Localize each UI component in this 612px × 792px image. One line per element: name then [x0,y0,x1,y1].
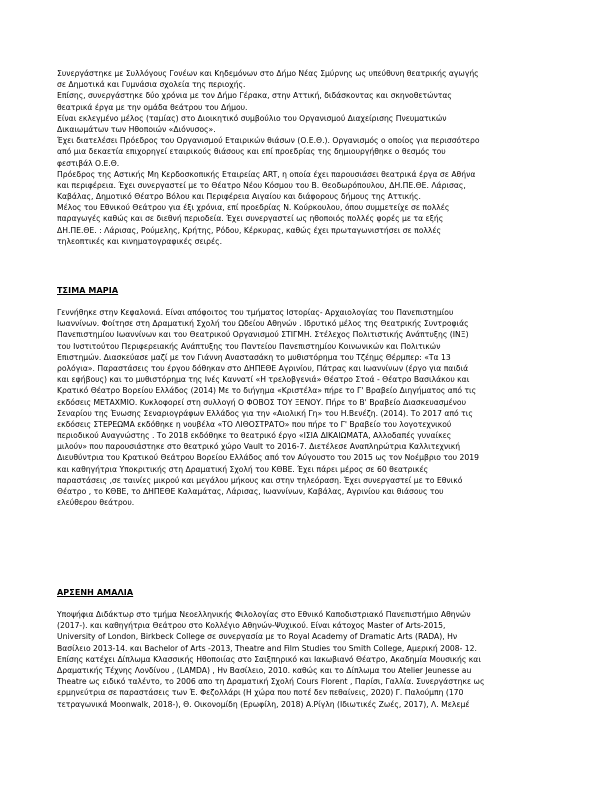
text-line: και εφήβους) και το μυθιστόρημα της Ινές Καννατί «Η τρελοβγενιά» Θέατρο Στοά - Θέατρο Βασιλάκου και [57,375,470,385]
text-line: ρολόγια». Παραστάσεις του έργου δόθηκαν στο ΔΗΠΕΘΕ Αγρινίου, Πάτρας και Ιωαννίνων (έργο για παιδιά [57,363,469,373]
section-heading-tsima-maria: ΤΣΙΜΑ ΜΑΡΙΑ [57,286,119,295]
text-line: από μια δεκαετία επιχορηγεί εταιρικούς θιάσους και επί προεδρίας της δημιουργήθηκε ο θεσμός του [57,147,446,157]
section-heading-arseni-amalia: ΑΡΣΕΝΗ ΑΜΑΛΙΑ [57,588,134,597]
text-line: τετραγωνικά Moonwalk, 2018-), Θ. Οικονομίδη (Ερωφίλη, 2018) Α.Ρίγλη (Ιδιωτικές Ζωές, 2017), Λ. Μελεμέ [57,699,470,709]
text-line: Μέλος του Εθνικού Θεάτρου για έξι χρόνια, επί προεδρίας Ν. Κούρκουλου, όπου συμμετείχε σε πολλές [57,203,450,213]
text-line: Theatre ως ειδικό ταλέντο, το 2006 απο τη Δραματική Σχολή Cours Florent , Παρίσι, Γαλλία. Συνεργάστηκε ως [57,677,485,687]
text-line: Καβάλας, Δημοτικό Θέατρο Βόλου και Περιφέρεια Αιγαίου και διάφορους δήμους της Αττικής. [57,192,421,202]
section-body-tsima-maria [57,307,557,508]
text-line: Ιωαννίνων. Φοίτησε στη Δραματική Σχολή του Ωδείου Αθηνών . Ιδρυτικό μέλος της Θεατρικής Συντροφιάς [57,319,469,329]
text-line: παραστάσεις ,σε ταινίες μικρού και μεγάλου μήκους και στην τηλεόραση. Έχει συνεργαστεί με το Εθνικό [57,475,463,485]
text-line: Είναι εκλεγμένο μέλος (ταμίας) στο Διοικητικό συμβούλιο του Οργανισμού Διαχείρισης Πνευματικών [57,113,447,123]
text-line: Κρατικό Θέατρο Βορείου Ελλάδος (2014) Με το διήγημα «Κριστέλα» πήρε το Γ' Βραβείο Διηγήματος από τις [57,386,477,396]
text-line: και περιφέρεια. Έχει συνεργαστεί με το Θέατρο Νέου Κόσμου του Β. Θεοδωρόπουλου, ΔΗ.ΠΕ.ΘΕ. Λάρισας, [57,180,466,190]
text-line: Πανεπιστημίου Ιωαννίνων και του Θεατρικού Οργανισμού ΣΤΙΓΜΗ. Στέλεχος Πολιτιστικής Ανάπτυξης (ΙΝΞ) [57,330,469,340]
text-line: τηλεοπτικές και κινηματογραφικές σειρές. [57,236,223,246]
text-line: θεατρικά έργα με την ομάδα θεάτρου του Δήμου. [57,102,248,112]
text-line: φεστιβάλ Ο.Ε.Θ. [57,158,120,168]
text-line: Υποψήφια Διδάκτωρ στο τμήμα Νεοελληνικής Φιλολογίας στο Εθνικό Καποδιστριακό Πανεπιστήμιο Αθηνών [57,610,471,619]
text-line: Θέατρο , το ΚΘΒΕ, το ΔΗΠΕΘΕ Καλαμάτας, Λάρισας, Ιωαννίνων, Καβάλας, Αγρινίου και θιάσους του [57,487,444,496]
text-line: Επίσης κατέχει Δίπλωμα Κλασσικής Ηθοποιίας στο Σαιξπηρικό και Ιακωβιανό Θέατρο, Ακαδημία Μουσικής και [57,654,481,664]
intro-paragraph [57,68,557,247]
section-body-arseni-amalia [57,609,557,710]
text-line: εκδόσεις ΜΕΤΑΧΜΙΟ. Κυκλοφορεί στη συλλογή Ο ΦΟΒΟΣ ΤΟΥ ΞΕΝΟΥ. Πήρε το Β' Βραβείο Διασκευασμένου [57,397,466,407]
text-line: Πρόεδρος της Αστικής Μη Κερδοσκοπικής Εταιρείας ART, η οποία έχει παρουσιάσει θεατρικά έργα σε Αθήνα [57,169,476,179]
text-line: ερμηνεύτρια σε παραστάσεις των Έ. Φεζολλάρι (Η χώρα που ποτέ δεν πεθαίνεις, 2020) Γ. Παλούμπη (170 [57,688,464,698]
text-line: σε Δημοτικά και Γυμνάσια σχολεία της περιοχής. [57,80,246,90]
text-line: Συνεργάστηκε με Συλλόγους Γονέων και Κηδεμόνων στο Δήμο Νέας Σμύρνης ως υπεύθυνη θεατρικής αγωγής [57,69,479,78]
text-line: Βασίλειο 2013-14. και Bachelor of Arts -2013, Theatre and Film Studies του Smith College, Αμερική 2008- 12. [57,643,477,653]
text-line: εκδόσεις ΣΤΕΡΕΩΜΑ εκδόθηκε η νουβέλα «ΤΟ ΛΙΘΟΣΤΡΑΤΟ» που πήρε το Γ' Βραβείο του λογοτεχνικού [57,419,452,429]
text-line: του Ινστιτούτου Περιφερειακής Ανάπτυξης του Παντείου Πανεπιστημίου Κοινωνικών και Πολιτικών [57,341,441,351]
text-line: Δικαιωμάτων των Ηθοποιών «Διόνυσος». [57,124,216,134]
text-line: University of London, Birkbeck College σε συνεργασία με το Royal Academy of Dramatic Arts (RADA), Hν [57,632,458,642]
text-line: Επίσης, συνεργάστηκε δύο χρόνια με τον Δήμο Γέρακα, στην Αττική, διδάσκοντας και σκηνοθετώντας [57,91,452,101]
text-line: περιοδικού Αναγνώστης . Το 2018 εκδόθηκε το θεατρικό έργο «ΙΣΙΑ ΔΙΚΑΙΩΜΑΤΑ, Αλλοδαπές γυναίκες [57,431,452,441]
text-line: (2017-). και καθηγήτρια Θεάτρου στο Κολλέγιο Αθηνών-Ψυχικού. Είναι κάτοχος Master of Arts-2015, [57,621,446,631]
text-line: Σεναρίου της Ένωσης Σεναριογράφων Ελλάδος για την «Αιολική Γη» του Η.Βενέζη. (2014). Το 2017 από τις [57,408,473,418]
text-line: και καθηγήτρια Υποκριτικής στη Δραματική Σχολή του ΚΘΒΕ. Έχει πάρει μέρος σε 60 θεατρικές [57,464,429,474]
text-line: ελεύθερου θεάτρου. [57,498,135,508]
text-line: παραγωγές καθώς και σε διεθνή περιοδεία. Έχει συνεργαστεί ως ηθοποιός πολλές φορές με τα εξής [57,214,444,224]
text-line: Δραματικής Τέχνης Λονδίνου , (LAMDA) , Hν Βασίλειο, 2010. καθώς και το Δίπλωμα του Atelier Jeunesse au [57,665,472,675]
text-line: Επιστημών. Διασκεύασε μαζί με τον Γιάννη Αναστασάκη το μυθιστόρημα του Τζέημς Θέρμπερ: «Τα 13 [57,352,451,362]
text-line: Γεννήθηκε στην Κεφαλονιά. Είναι απόφοιτος του τμήματος Ιστορίας- Αρχαιολογίας του Πανεπιστημίου [57,308,454,317]
text-line: ΔΗ.ΠΕ.ΘΕ. : Λάρισας, Ρούμελης, Κρήτης, Ρόδου, Κέρκυρας, καθώς έχει πρωταγωνιστήσει σε πολλές [57,225,442,235]
text-line: μιλούν» που παρουσιάστηκε στο θεατρικό χώρο Vault το 2016-7. Διετέλεσε Αναπληρώτρια Καλλιτεχνική [57,442,461,452]
text-line: Διευθύντρια του Κρατικού Θεάτρου Βορείου Ελλάδος από τον Αύγουστο του 2015 ως τον Νοέμβριο του 2019 [57,453,479,463]
text-line: Έχει διατελέσει Πρόεδρος του Οργανισμού Εταιρικών θιάσων (Ο.Ε.Θ.). Οργανισμός ο οποίος για περισσότερο [57,136,480,146]
